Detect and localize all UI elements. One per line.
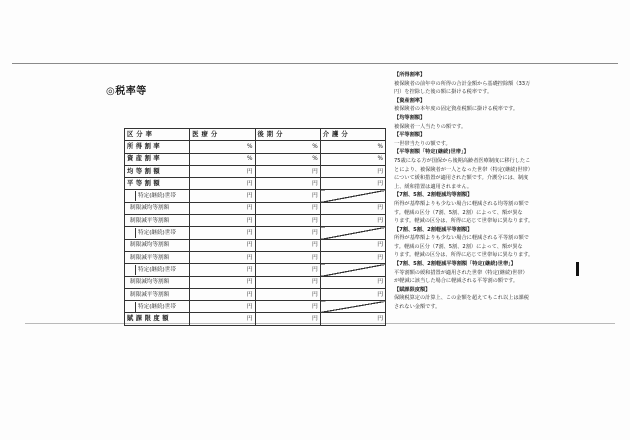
cell-elderly: 円 [255,165,320,177]
note-heading: 【賦課限度額】 [394,286,431,293]
note-body: 所得が基準額よりも少ない場合に軽減される均等割の額で す。軽減の区分（7割、5割、2割）によって、額が異な ります。軽減の区分は、所得に応じて世帯毎に異なります。 [394,200,534,225]
cell-elderly: 円 [255,227,320,239]
note-body: 被保険者の前年中の所得の合計金額から基礎控除額（33万 円）を控除した後の額に掛ける税率です。 [394,80,531,96]
header-medical: 医療分 [190,129,255,141]
cell-care-na [320,301,385,313]
cell-elderly: 円 [255,288,320,300]
row-label: 制限減均等割額 [125,276,190,288]
header-care: 介護分 [320,129,385,141]
cell-elderly: 円 [255,178,320,190]
row-label: 制限減均等割額 [125,239,190,251]
cell-elderly: 円 [255,190,320,202]
note-body: 75歳になる方が国保から後期高齢者医療制度に移行したこ とにより、被保険者が一人となった世帯（特定(継続)世帯） について緩和措置が適用された額です。介護分には、制度 上、緩和措置は適用されません。 [394,157,533,190]
cell-elderly: 円 [255,276,320,288]
cell-elderly: 円 [255,264,320,276]
explanatory-notes [394,71,570,312]
cell-care: 円 [320,178,385,190]
note-body: 所得が基準額よりも少ない場合に軽減される平等割の額で す。軽減の区分（7割、5割、2割）によって、額が異な ります。軽減の区分は、所得に応じて世帯毎に異なります。 [394,235,534,259]
cell-medical: 円 [190,301,255,313]
row-label: 賦課限度額 [125,313,190,325]
cell-elderly: % [255,153,320,165]
row-label [125,190,190,202]
table-row [125,276,386,288]
cell-medical: 円 [190,202,255,214]
note-heading: 【資産割率】 [394,97,426,104]
table-row [125,313,386,325]
table-row [125,227,386,239]
note-heading: 【平等割額「特定(継続)世帯」】 [394,149,469,156]
cell-elderly: % [255,141,320,153]
cell-care: 円 [320,202,385,214]
cell-care: 円 [320,251,385,263]
table-row [125,153,386,165]
header-category: 区分率 [125,129,190,141]
note-body: 平等割額の緩和措置が適用された世帯（特定(継続)世帯） が軽減に該当した場合に軽減される平等割の額です。 [394,269,528,285]
cell-elderly: 円 [255,313,320,325]
cell-elderly: 円 [255,239,320,251]
note-body: 被保険者の本年度の固定資産税額に掛ける税率です。 [394,106,519,113]
cell-medical: 円 [190,215,255,227]
row-label-text: 特定(継続)世帯 [135,302,176,312]
table-row [125,165,386,177]
cell-care-na [320,190,385,202]
note-heading: 【均等割額】 [394,114,426,121]
note-heading: 【7割、5割、2割軽減均等割額】 [394,192,473,199]
top-rule [12,63,618,64]
cell-care: 円 [320,276,385,288]
table-row [125,190,386,202]
note-body: 保険税算定の計算上、この金額を超えてもこれ以上は課税 されない金額です。 [394,295,529,311]
cell-care-na [320,264,385,276]
note-heading: 【7割、5割、2割軽減平等割額「特定(継続)世帯」】 [394,261,516,268]
cell-medical: 円 [190,288,255,300]
table-row [125,288,386,300]
note-heading: 【平等割額】 [394,132,426,139]
cell-care: 円 [320,165,385,177]
cell-elderly: 円 [255,215,320,227]
cell-medical: 円 [190,276,255,288]
cell-care: 円 [320,215,385,227]
note-body: 被保険者一人当たりの額です。 [394,123,467,130]
note-body: 一世帯当たりの額です。 [394,140,451,147]
table-row [125,301,386,313]
cell-medical: 円 [190,251,255,263]
table-row [125,215,386,227]
tax-rate-table [124,128,386,326]
table-row [125,264,386,276]
row-label [125,227,190,239]
row-label [125,301,190,313]
cell-elderly: 円 [255,202,320,214]
row-label: 平等割額 [125,178,190,190]
cell-medical: 円 [190,165,255,177]
row-label: 制限減平等割額 [125,288,190,300]
note-heading: 【所得割率】 [394,72,426,78]
row-label: 制限減平等割額 [125,251,190,263]
cell-elderly: 円 [255,301,320,313]
cell-medical: 円 [190,190,255,202]
cell-medical: 円 [190,264,255,276]
row-label-text: 特定(継続)世帯 [135,265,176,275]
cell-care: 円 [320,313,385,325]
row-label: 制限減平等割額 [125,215,190,227]
cell-care: 円 [320,239,385,251]
row-label: 均等割額 [125,165,190,177]
row-label: 制限減均等割額 [125,202,190,214]
cell-care: % [320,153,385,165]
row-label-text: 特定(継続)世帯 [135,228,176,238]
row-label: 所得割率 [125,141,190,153]
cell-medical: % [190,141,255,153]
cell-medical: 円 [190,178,255,190]
cell-medical: 円 [190,227,255,239]
table-row [125,202,386,214]
page-title: ◎税率等 [106,86,147,97]
table-row [125,239,386,251]
note-heading: 【7割、5割、2割軽減平等割額】 [394,226,473,233]
cell-care: % [320,141,385,153]
margin-mark [576,262,579,276]
header-elderly: 後期分 [255,129,320,141]
cell-medical: 円 [190,239,255,251]
table-row [125,178,386,190]
cell-care: 円 [320,288,385,300]
cell-medical: 円 [190,313,255,325]
table-row [125,251,386,263]
row-label: 資産割率 [125,153,190,165]
cell-care-na [320,227,385,239]
row-label [125,264,190,276]
table-row [125,141,386,153]
cell-medical: % [190,153,255,165]
row-label-text: 特定(継続)世帯 [135,191,176,201]
cell-elderly: 円 [255,251,320,263]
table-header-row [125,129,386,141]
